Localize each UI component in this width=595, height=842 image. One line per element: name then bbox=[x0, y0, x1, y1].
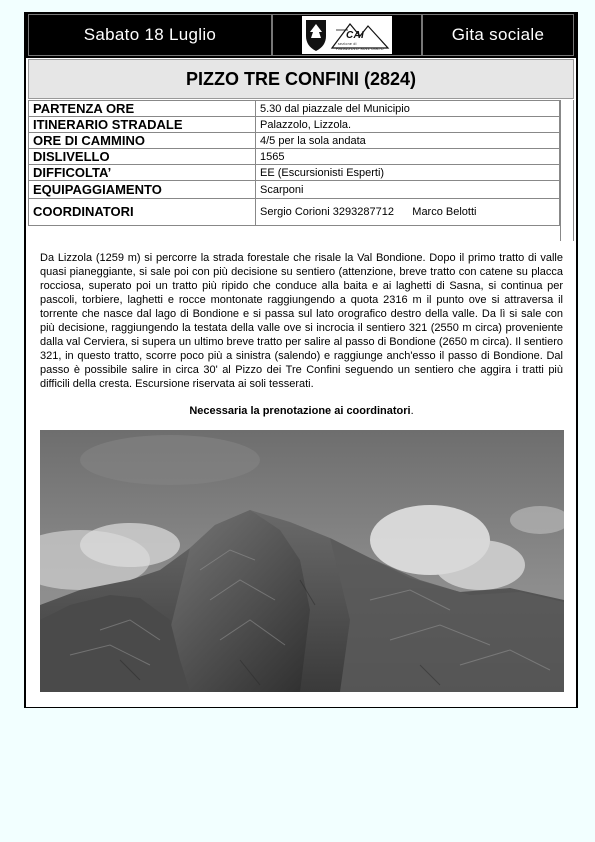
reservation-suffix: . bbox=[410, 405, 414, 417]
coordinators-label: COORDINATORI bbox=[29, 199, 256, 226]
equipment-value: Scarponi bbox=[256, 181, 560, 199]
reservation-text: Necessaria la prenotazione ai coordinatori bbox=[189, 405, 411, 417]
table-side-column bbox=[560, 100, 574, 241]
info-row-elevation bbox=[29, 149, 560, 165]
event-date: Sabato 18 Luglio bbox=[28, 14, 272, 56]
info-row-hours bbox=[29, 133, 560, 149]
hours-value: 4/5 per la sola andata bbox=[256, 133, 560, 149]
hours-label: ORE DI CAMMINO bbox=[29, 133, 256, 149]
info-row-coordinators bbox=[29, 199, 560, 226]
elevation-value: 1565 bbox=[256, 149, 560, 165]
reservation-note bbox=[40, 404, 563, 418]
coordinator-2: Marco Belotti bbox=[412, 206, 477, 218]
info-row-equipment bbox=[29, 181, 560, 199]
event-type: Gita sociale bbox=[422, 14, 574, 56]
coordinators-value bbox=[256, 199, 560, 226]
elevation-label: DISLIVELLO bbox=[29, 149, 256, 165]
flyer-sheet bbox=[24, 12, 578, 708]
page-title: PIZZO TRE CONFINI (2824) bbox=[185, 68, 417, 89]
cai-logo bbox=[302, 16, 392, 54]
info-row-difficulty bbox=[29, 165, 560, 181]
departure-label: PARTENZA ORE bbox=[29, 101, 256, 117]
header-bar bbox=[26, 12, 576, 58]
title-bar bbox=[28, 59, 574, 99]
coordinator-1: Sergio Corioni 3293287712 bbox=[260, 206, 394, 218]
difficulty-label: DIFFICOLTA’ bbox=[29, 165, 256, 181]
info-row-departure bbox=[29, 101, 560, 117]
trip-info-table bbox=[28, 100, 560, 226]
logo-text-sub2: PALAZZOLO SULL'OGLIO bbox=[336, 47, 384, 51]
departure-value: 5.30 dal piazzale del Municipio bbox=[256, 101, 560, 117]
logo-cell bbox=[272, 14, 422, 56]
difficulty-value: EE (Escursionisti Esperti) bbox=[256, 165, 560, 181]
route-value: Palazzolo, Lizzola. bbox=[256, 117, 560, 133]
route-description: Da Lizzola (1259 m) si percorre la strada forestale che risale la Val Bondione. Dopo il primo tratto di valle quasi pianeggiante, si sale poi con più decisione su sentiero (attenzione, breve tratto con catene su placca rocciosa, superato poi un tratto più ripido che conduce alla baita e ai laghetti di Sasna, si continua per pascoli, torbiere, laghetti e rocce montonate raggiungendo a quota 2316 m il punto ove si attraversa il torrente che nasce dal lago di Bondione e si passa sul lato orografico destro della valle. Da lì si sale con più decisione, raggiungendo la testata della valle ove si incrocia il sentiero 321 (2550 m circa) proveniente dalla val Cerviera, si supera un ultimo breve tratto per salire al passo di Bondione (2650 m circa). Il sentiero 321, in questo tratto, scorre poco più a sinistra (salendo) e raggiunge anch'esso il passo di Bondione. Dal passo è possibile salire in circa 30' al Pizzo dei Tre Confini seguendo un sentiero che aggira i tratti più difficili della cresta. Escursione riservata ai soli tesserati. bbox=[40, 252, 563, 390]
logo-text-cai: CAI bbox=[346, 30, 365, 41]
info-row-route bbox=[29, 117, 560, 133]
mountain-photo bbox=[40, 430, 564, 692]
route-label: ITINERARIO STRADALE bbox=[29, 117, 256, 133]
equipment-label: EQUIPAGGIAMENTO bbox=[29, 181, 256, 199]
logo-text-sub1: sezione di bbox=[338, 42, 357, 46]
